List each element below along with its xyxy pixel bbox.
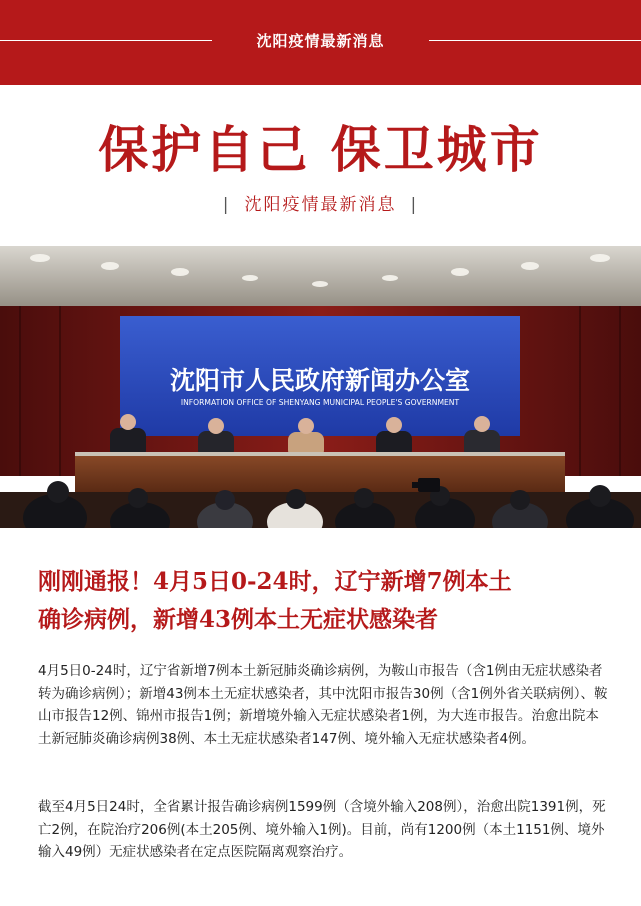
backdrop-sign-en: INFORMATION OFFICE OF SHENYANG MUNICIPAL PEOPLE'S GOVERNMENT	[180, 398, 460, 407]
desk-top	[75, 452, 565, 456]
subtitle-right-bar: |	[410, 195, 419, 215]
banner-left-rule	[0, 40, 212, 41]
banner-right-rule	[429, 40, 641, 41]
headline-line-2: 确诊病例，新增43例本土无症状感染者	[38, 606, 439, 633]
article-paragraph-1: 4月5日0-24时，辽宁省新增7例本土新冠肺炎确诊病例，为鞍山市报告（含1例由无症状感染者转为确诊病例）；新增43例本土无症状感染者，其中沈阳市报告30例（含1例外省关联病例）、鞍山市报告12例、锦州市报告1例；新增境外输入无症状感染者1例，为大连市报告。治愈出院本土新冠肺炎确诊病例38例、本土无症状感染者147例、境外输入无症状感染者4例。	[38, 663, 608, 747]
article-paragraph-2: 截至4月5日24时，全省累计报告确诊病例1599例（含境外输入208例），治愈出院1391例，死亡2例，在院治疗206例(本土205例、境外输入1例)。目前，尚有1200例（本土1151例、境外输入49例）无症状感染者在定点医院隔离观察治疗。	[38, 799, 606, 860]
banner-label: 沈阳疫情最新消息	[256, 32, 385, 50]
headline-line-1: 刚刚通报！4月5日0-24时，辽宁新增7例本土	[38, 568, 512, 595]
press-conference-photo	[0, 246, 641, 528]
article-headline	[38, 563, 618, 639]
subtitle	[0, 190, 641, 215]
ceiling	[0, 246, 641, 316]
podium-desk	[75, 454, 565, 492]
backdrop-sign-cn: 沈阳市人民政府新闻办公室	[169, 366, 471, 395]
page-title: 保护自己 保卫城市	[98, 120, 543, 179]
subtitle-text: 沈阳疫情最新消息	[244, 195, 397, 215]
subtitle-left-bar: |	[222, 195, 231, 215]
top-banner	[0, 0, 641, 85]
